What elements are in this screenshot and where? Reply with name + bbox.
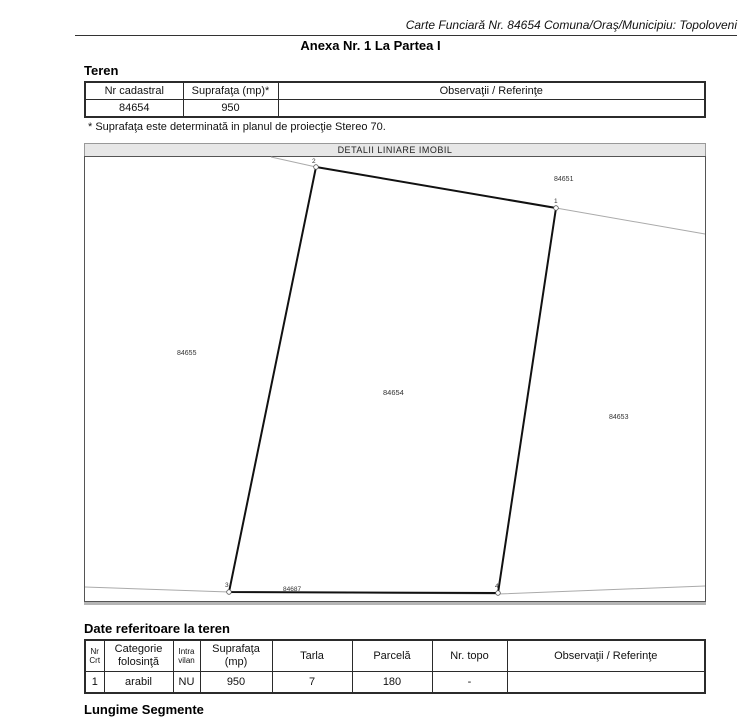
document-header xyxy=(75,18,737,36)
cell-suprafata-mp: 950 xyxy=(200,672,272,694)
date-teren-header-row xyxy=(85,640,705,672)
vertex-label-1: 1 xyxy=(554,198,558,205)
parcel-label-84651: 84651 xyxy=(554,176,574,183)
col-tarla: Tarla xyxy=(272,640,352,672)
cell-observatii xyxy=(507,672,705,694)
road-label-84687: 84687 xyxy=(283,586,302,593)
lungime-segmente-heading: Lungime Segmente xyxy=(84,702,204,717)
parcel-label-84654: 84654 xyxy=(383,388,404,397)
date-teren-table xyxy=(84,639,706,694)
carte-funciara-text: Carte Funciară Nr. 84654 Comuna/Oraş/Municipiu: Topoloveni xyxy=(405,18,737,32)
col-nr-crt: Nr Crt xyxy=(85,640,104,672)
date-teren-row xyxy=(85,672,705,694)
vertex-marker-4 xyxy=(496,591,501,596)
teren-table xyxy=(84,81,706,118)
cell-categorie: arabil xyxy=(104,672,173,694)
col-parcela: Parcelă xyxy=(352,640,432,672)
col-suprafata-mp: Suprafaţa (mp) xyxy=(200,640,272,672)
teren-heading: Teren xyxy=(84,63,119,78)
map-title-bar: DETALII LINIARE IMOBIL xyxy=(84,143,706,156)
col-observatii-referinte: Observaţii / Referinţe xyxy=(507,640,705,672)
col-categorie-folosinta: Categorie folosinţă xyxy=(104,640,173,672)
parcel-84654-polygon xyxy=(229,167,556,593)
col-nr-cadastral: Nr cadastral xyxy=(85,82,183,100)
map-canvas xyxy=(84,156,706,602)
map-section xyxy=(84,143,706,605)
vertex-label-4: 4 xyxy=(495,583,499,590)
parcel-label-84655: 84655 xyxy=(177,350,197,357)
vertex-marker-2 xyxy=(314,165,319,170)
cell-tarla: 7 xyxy=(272,672,352,694)
date-teren-heading: Date referitoare la teren xyxy=(84,621,230,636)
cell-nr-crt: 1 xyxy=(85,672,104,694)
cell-observatii xyxy=(278,100,705,118)
vertex-label-2: 2 xyxy=(312,158,316,165)
teren-table-row xyxy=(85,100,705,118)
cell-suprafata: 950 xyxy=(183,100,278,118)
map-bottom-border xyxy=(84,602,706,605)
cell-nr-cadastral: 84654 xyxy=(85,100,183,118)
parcel-label-84653: 84653 xyxy=(609,414,629,421)
col-suprafata: Suprafaţa (mp)* xyxy=(183,82,278,100)
vertex-marker-3 xyxy=(227,590,232,595)
cell-parcela: 180 xyxy=(352,672,432,694)
page-container xyxy=(0,18,741,718)
col-observatii: Observaţii / Referinţe xyxy=(278,82,705,100)
teren-table-header-row xyxy=(85,82,705,100)
page-title: Anexa Nr. 1 La Partea I xyxy=(300,38,441,53)
col-nr-topo: Nr. topo xyxy=(432,640,507,672)
stereo70-footnote: * Suprafaţa este determinată in planul de proiecţie Stereo 70. xyxy=(88,121,386,133)
col-intra-vilan: Intra vilan xyxy=(173,640,200,672)
vertex-marker-1 xyxy=(554,206,559,211)
vertex-label-3: 3 xyxy=(225,582,229,589)
cell-nr-topo: - xyxy=(432,672,507,694)
cadastral-plan-svg xyxy=(85,157,705,601)
cell-intra-vilan: NU xyxy=(173,672,200,694)
